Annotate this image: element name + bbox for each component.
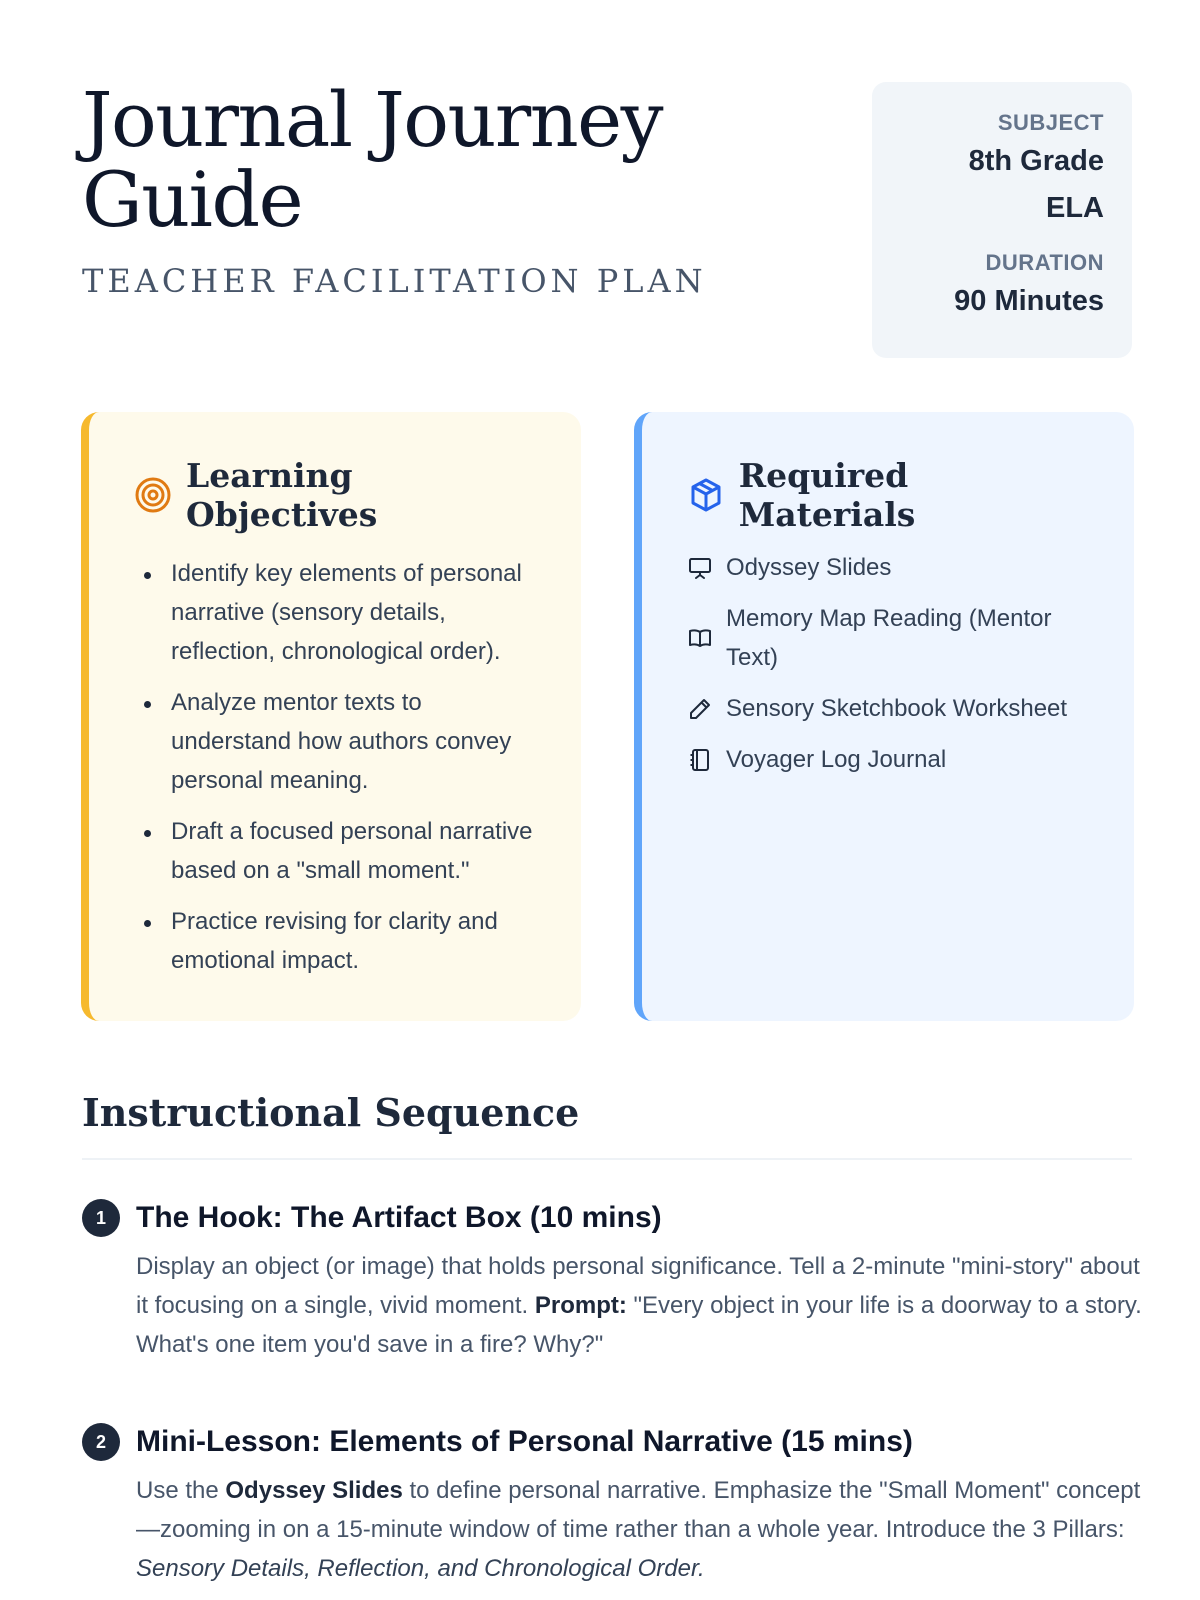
step-bold-text: Odyssey Slides bbox=[225, 1477, 403, 1504]
page-title-line-1: Journal Journey bbox=[82, 75, 663, 164]
list-item: Practice revising for clarity and emotional impact. bbox=[134, 902, 541, 980]
step-text: Use the bbox=[136, 1477, 226, 1504]
presentation-icon bbox=[687, 555, 713, 581]
target-icon bbox=[134, 476, 172, 514]
sequence-step bbox=[82, 1199, 1142, 1364]
list-item: Analyze mentor texts to understand how authors convey personal meaning. bbox=[134, 683, 541, 800]
step-italic-text: Sensory Details, Reflection, and Chronological Order. bbox=[136, 1555, 705, 1582]
sequence-step bbox=[82, 1423, 1142, 1588]
list-item: Identify key elements of personal narrative (sensory details, reflection, chronological order). bbox=[134, 554, 541, 671]
page-title bbox=[82, 75, 782, 244]
duration-value: 90 Minutes bbox=[954, 285, 1104, 317]
subject-value-line-2: ELA bbox=[1046, 192, 1104, 224]
learning-objectives-title: Learning Objectives bbox=[186, 456, 378, 534]
list-item bbox=[687, 599, 1094, 677]
step-header bbox=[82, 1423, 1142, 1461]
subject-label: SUBJECT bbox=[997, 110, 1104, 135]
step-header bbox=[82, 1199, 1142, 1237]
learning-objectives-header bbox=[134, 456, 541, 534]
open-book-icon bbox=[687, 625, 713, 651]
list-item bbox=[687, 740, 1094, 779]
step-title: Mini-Lesson: Elements of Personal Narrative (15 mins) bbox=[136, 1425, 913, 1458]
section-divider bbox=[82, 1158, 1132, 1160]
list-item bbox=[687, 548, 1094, 587]
list-item bbox=[687, 689, 1094, 728]
materials-list bbox=[687, 548, 1094, 779]
step-description bbox=[136, 1471, 1142, 1588]
required-materials-card bbox=[634, 412, 1134, 1021]
notebook-icon bbox=[687, 747, 713, 773]
subject-value bbox=[892, 138, 1104, 232]
step-number-badge: 1 bbox=[82, 1199, 120, 1237]
material-label: Memory Map Reading (Mentor Text) bbox=[726, 605, 1052, 671]
pencil-icon bbox=[687, 696, 713, 722]
subject-value-line-1: 8th Grade bbox=[968, 145, 1104, 177]
material-label: Odyssey Slides bbox=[726, 554, 892, 581]
material-label: Sensory Sketchbook Worksheet bbox=[726, 695, 1068, 722]
instructional-sequence-title: Instructional Sequence bbox=[82, 1090, 580, 1135]
step-text: "Every object in your life is a doorway to a story. What's one item you'd save in a fire? Why?" bbox=[136, 1292, 1142, 1358]
page-header bbox=[82, 75, 782, 300]
learning-objectives-card bbox=[81, 412, 581, 1021]
list-item: Draft a focused personal narrative based on a "small moment." bbox=[134, 812, 541, 890]
step-description bbox=[136, 1247, 1142, 1364]
package-icon bbox=[687, 476, 725, 514]
material-label: Voyager Log Journal bbox=[726, 746, 947, 773]
step-title: The Hook: The Artifact Box (10 mins) bbox=[136, 1201, 662, 1234]
step-text: Display an object (or image) that holds personal significance. Tell a 2-minute "mini-story" about it focusing on a single, vivid moment. bbox=[136, 1253, 1140, 1319]
step-number-badge: 2 bbox=[82, 1423, 120, 1461]
lesson-meta-box bbox=[872, 82, 1132, 358]
required-materials-header bbox=[687, 456, 1094, 534]
required-materials-title: Required Materials bbox=[738, 456, 916, 534]
step-text: to define personal narrative. Emphasize the "Small Moment" concept—zooming in on a 15-minute window of time rather than a whole year. Introduce the 3 Pillars: bbox=[136, 1477, 1141, 1543]
page-title-line-2: Guide bbox=[82, 155, 303, 244]
page-subtitle: TEACHER FACILITATION PLAN bbox=[82, 262, 707, 300]
step-bold-text: Prompt: bbox=[534, 1292, 627, 1319]
duration-label: DURATION bbox=[985, 250, 1104, 275]
objectives-list bbox=[134, 554, 541, 980]
